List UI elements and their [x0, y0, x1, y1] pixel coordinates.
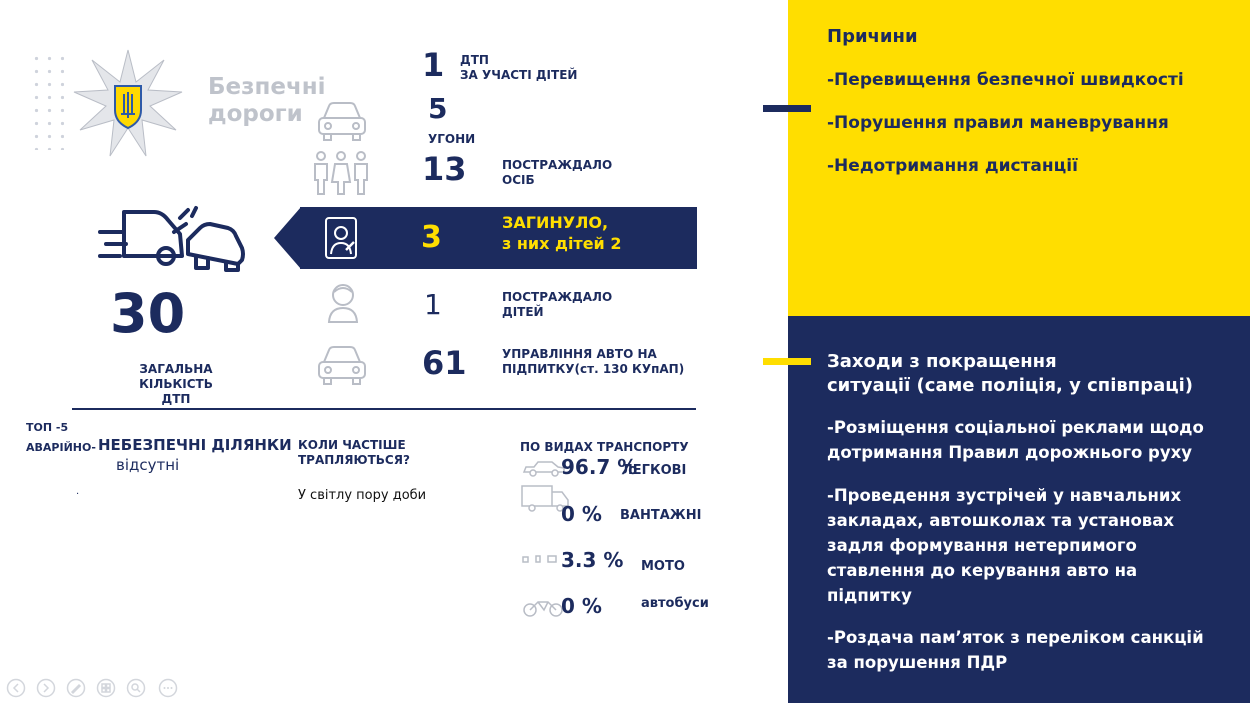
brand-line2: дороги [208, 101, 303, 127]
stray-dot: . [76, 486, 80, 497]
slides-grid-icon[interactable] [96, 678, 116, 698]
total-value: 30 [110, 282, 186, 345]
dangerous-sections-value: відсутні [116, 456, 180, 474]
drunk-label-line2: ПІДПИТКУ(ст. 130 КУпАП) [502, 362, 685, 376]
transport-bus-label: автобуси [641, 596, 709, 611]
moto-icon [522, 554, 558, 564]
injured-children-label-line2: ДІТЕЙ [502, 305, 544, 319]
injured-children-label-line1: ПОСТРАЖДАЛО [502, 290, 613, 304]
when-question-line2: ТРАПЛЯЮТЬСЯ? [298, 453, 410, 467]
band-arrow [274, 207, 301, 269]
brand-line1: Безпечні [208, 74, 326, 100]
cause-item: -Недотримання дистанції [827, 156, 1078, 176]
transport-cars-label: ЛЕГКОВІ [622, 463, 687, 478]
when-answer: У світлу пору доби [298, 488, 427, 503]
people-icon [310, 150, 372, 196]
transport-bus-percent: 0 % [561, 594, 602, 618]
next-slide-icon[interactable] [36, 678, 56, 698]
transport-trucks-percent: 0 % [561, 502, 602, 526]
top5-line1: ТОП -5 [26, 421, 69, 434]
injured-label [502, 158, 612, 188]
total-label-line1: ЗАГАЛЬНА [139, 362, 213, 376]
transport-moto-percent: 3.3 % [561, 548, 624, 572]
measures-title [827, 350, 1227, 398]
zoom-icon[interactable] [126, 678, 146, 698]
drunk-label [502, 347, 684, 377]
causes-dash [763, 105, 811, 112]
divider-line [72, 408, 696, 410]
measures-title-line1: Заходи з покращення [827, 351, 1057, 372]
cause-item: -Перевищення безпечної швидкості [827, 70, 1184, 90]
total-label-line2: КІЛЬКІСТЬ ДТП [139, 377, 213, 406]
pen-icon[interactable] [66, 678, 86, 698]
cause-item: -Порушення правил маневрування [827, 113, 1169, 133]
top5-line2: АВАРІЙНО- [26, 441, 96, 454]
children-dtp-label-line2: ЗА УЧАСТІ ДІТЕЙ [460, 68, 578, 82]
motorcycle-icon [522, 596, 564, 618]
children-dtp-label [460, 53, 577, 83]
memorial-portrait-icon [324, 216, 358, 260]
police-emblem-icon [72, 48, 184, 158]
injured-value: 13 [422, 150, 467, 188]
previous-slide-icon[interactable] [6, 678, 26, 698]
injured-label-line1: ПОСТРАЖДАЛО [502, 158, 613, 172]
child-icon [326, 282, 360, 324]
measures-title-line2: ситуації (саме поліція, у співпраці) [827, 375, 1193, 396]
car-icon-2 [316, 344, 368, 386]
car-icon [316, 100, 368, 142]
injured-children-label [502, 290, 612, 320]
top5-label [26, 418, 96, 458]
killed-band [300, 207, 697, 269]
decorative-dots [30, 52, 64, 150]
car-icon-3 [522, 460, 566, 478]
brand-title [208, 74, 326, 128]
measure-item: -Розміщення соціальної реклами щодо дотримання Правил дорожнього руху [827, 418, 1204, 462]
dangerous-sections-title: НЕБЕЗПЕЧНІ ДІЛЯНКИ [98, 436, 292, 454]
thefts-value: 5 [428, 92, 448, 125]
transport-title: ПО ВИДАХ ТРАНСПОРТУ [520, 440, 689, 454]
drunk-value: 61 [422, 344, 467, 382]
injured-label-line2: ОСІБ [502, 173, 535, 187]
killed-label-line1: ЗАГИНУЛО, [502, 213, 609, 232]
when-question [298, 438, 410, 468]
measures-dash [763, 358, 811, 365]
injured-children-value: 1 [424, 288, 442, 321]
measure-item: -Проведення зустрічей у навчальних закладах, автошколах та установах задля формування нетерпимого ставлення до керування авто на підпитку [827, 486, 1182, 605]
when-question-line1: КОЛИ ЧАСТІШЕ [298, 438, 406, 452]
measure-item: -Роздача пам’яток з переліком санкцій за порушення ПДР [827, 628, 1204, 672]
children-dtp-value: 1 [422, 46, 445, 84]
drunk-label-line1: УПРАВЛІННЯ АВТО НА [502, 347, 657, 361]
transport-cars-percent: 96.7 % [561, 455, 638, 479]
thefts-label: УГОНИ [428, 132, 476, 146]
children-dtp-label-line1: ДТП [460, 53, 489, 67]
total-label [126, 362, 226, 407]
killed-label-line2: з них дітей 2 [502, 234, 622, 253]
more-options-icon[interactable] [158, 678, 178, 698]
killed-value: 3 [421, 220, 442, 255]
causes-title: Причини [827, 26, 918, 47]
killed-label [502, 212, 621, 254]
transport-trucks-label: ВАНТАЖНІ [620, 508, 702, 523]
transport-moto-label: МОТО [641, 559, 685, 574]
car-crash-icon [96, 204, 252, 276]
